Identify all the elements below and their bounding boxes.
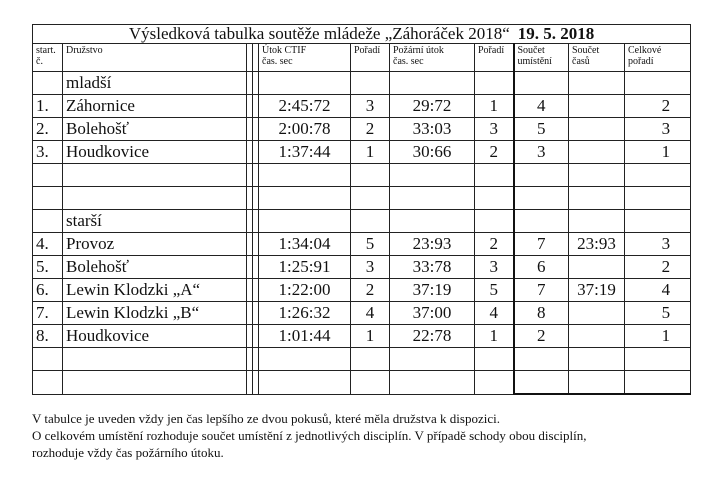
table-cell: 3 [475, 118, 514, 141]
table-cell: 4 [514, 95, 569, 118]
table-cell: 6 [514, 256, 569, 279]
table-row [33, 302, 691, 325]
header-ctif [259, 44, 351, 72]
table-cell: 37:19 [390, 279, 475, 302]
footnotes [32, 410, 702, 461]
table-cell: 2. [33, 118, 63, 141]
header-times [569, 44, 625, 72]
table-cell: 8. [33, 325, 63, 348]
table-cell: 2 [475, 233, 514, 256]
table-cell: 3 [351, 256, 390, 279]
table-cell: 1 [351, 325, 390, 348]
empty-cell [514, 210, 569, 233]
empty-cell [259, 210, 351, 233]
table-cell: 3 [475, 256, 514, 279]
table-cell: Houdkovice [63, 325, 247, 348]
table-cell: 2 [625, 256, 691, 279]
empty-cell [390, 210, 475, 233]
table-cell: 37:19 [569, 279, 625, 302]
table-cell: 4. [33, 233, 63, 256]
empty-cell [514, 187, 569, 210]
header-text: pořadí [628, 56, 654, 67]
table-cell: 5 [475, 279, 514, 302]
empty-cell [259, 348, 351, 371]
table-cell [569, 325, 625, 348]
table-cell: 1 [475, 95, 514, 118]
table-cell: 30:66 [390, 141, 475, 164]
table-cell [569, 141, 625, 164]
empty-cell [33, 164, 63, 187]
empty-cell [625, 371, 691, 395]
table-cell: Bolehošť [63, 118, 247, 141]
footnote-line: V tabulce je uveden vždy jen čas lepšího ze dvou pokusů, které měla družstva k dispozici. [32, 411, 500, 426]
table-row [33, 256, 691, 279]
table-cell: 22:78 [390, 325, 475, 348]
header-text: č. [36, 56, 43, 67]
table-cell: 2 [351, 118, 390, 141]
header-text: čas. sec [393, 56, 424, 67]
table-cell: 23:93 [569, 233, 625, 256]
empty-cell [259, 187, 351, 210]
header-text: Požární útok [393, 45, 444, 56]
group-row [33, 72, 691, 95]
table-title [33, 25, 691, 44]
empty-cell [33, 371, 63, 395]
table-cell: 33:03 [390, 118, 475, 141]
header-overall [625, 44, 691, 72]
header-text: Součet [572, 45, 600, 56]
header-fire [390, 44, 475, 72]
table-cell: Lewin Klodzki „B“ [63, 302, 247, 325]
group-label: mladší [63, 72, 247, 95]
empty-cell [569, 210, 625, 233]
header-text: čas. sec [262, 56, 293, 67]
header-text: start. [36, 45, 56, 56]
group-row [33, 210, 691, 233]
table-cell: 1:37:44 [259, 141, 351, 164]
empty-cell [259, 371, 351, 395]
empty-cell [569, 164, 625, 187]
results-table [32, 24, 691, 395]
empty-row [33, 371, 691, 395]
table-cell [569, 256, 625, 279]
empty-row [33, 187, 691, 210]
table-cell [569, 118, 625, 141]
table-cell [569, 302, 625, 325]
header-text: Pořadí [478, 45, 505, 56]
table-cell: 8 [514, 302, 569, 325]
table-cell: 1:34:04 [259, 233, 351, 256]
table-cell: 4 [351, 302, 390, 325]
table-cell: 29:72 [390, 95, 475, 118]
table-cell: Lewin Klodzki „A“ [63, 279, 247, 302]
header-ctif-rank [351, 44, 390, 72]
table-cell: 1:22:00 [259, 279, 351, 302]
table-cell: 4 [625, 279, 691, 302]
empty-cell [625, 164, 691, 187]
table-cell [569, 95, 625, 118]
results-sheet [32, 24, 690, 395]
table-row [33, 233, 691, 256]
empty-cell [351, 72, 390, 95]
empty-cell [33, 187, 63, 210]
empty-cell [475, 72, 514, 95]
footnote-line: O celkovém umístění rozhoduje součet umístění z jednotlivých disciplín. V případě schody obou disciplín, [32, 428, 587, 443]
table-cell: 5. [33, 256, 63, 279]
title-date: 19. 5. 2018 [517, 24, 595, 43]
table-cell: 2 [351, 279, 390, 302]
empty-row [33, 348, 691, 371]
table-cell: 4 [475, 302, 514, 325]
empty-cell [351, 187, 390, 210]
header-team [63, 44, 247, 72]
table-cell: Provoz [63, 233, 247, 256]
table-cell: 2 [514, 325, 569, 348]
table-cell: 1 [351, 141, 390, 164]
empty-cell [625, 210, 691, 233]
table-row [33, 325, 691, 348]
empty-cell [625, 72, 691, 95]
empty-cell [475, 164, 514, 187]
empty-cell [514, 72, 569, 95]
footnote-line: rozhoduje vždy čas požárního útoku. [32, 445, 224, 460]
table-cell: 23:93 [390, 233, 475, 256]
header-text: umístění [517, 56, 552, 67]
empty-cell [63, 348, 247, 371]
table-cell: 33:78 [390, 256, 475, 279]
empty-cell [514, 371, 569, 395]
empty-cell [351, 210, 390, 233]
table-cell: 5 [514, 118, 569, 141]
table-cell: 2 [475, 141, 514, 164]
table-cell: Bolehošť [63, 256, 247, 279]
empty-cell [63, 187, 247, 210]
header-sum [514, 44, 569, 72]
table-cell: 2:45:72 [259, 95, 351, 118]
header-text: Družstvo [66, 45, 103, 56]
table-cell: 3 [625, 233, 691, 256]
header-row [33, 44, 691, 72]
empty-cell [351, 348, 390, 371]
empty-cell [33, 210, 63, 233]
empty-cell [475, 210, 514, 233]
table-cell: 1. [33, 95, 63, 118]
empty-cell [475, 187, 514, 210]
empty-cell [259, 72, 351, 95]
empty-cell [33, 72, 63, 95]
table-row [33, 118, 691, 141]
header-text: Pořadí [354, 45, 381, 56]
table-cell: 3 [514, 141, 569, 164]
empty-cell [475, 348, 514, 371]
group-label: starší [63, 210, 247, 233]
table-cell: 2 [625, 95, 691, 118]
table-row [33, 279, 691, 302]
empty-cell [390, 72, 475, 95]
table-cell: Záhornice [63, 95, 247, 118]
empty-cell [259, 164, 351, 187]
empty-cell [475, 371, 514, 395]
table-cell: 3 [625, 118, 691, 141]
table-cell: 7 [514, 233, 569, 256]
empty-cell [351, 164, 390, 187]
empty-cell [390, 348, 475, 371]
empty-cell [569, 72, 625, 95]
empty-cell [625, 348, 691, 371]
empty-cell [390, 187, 475, 210]
header-text: časů [572, 56, 590, 67]
table-cell: 2:00:78 [259, 118, 351, 141]
empty-cell [390, 164, 475, 187]
table-cell: 1:01:44 [259, 325, 351, 348]
header-start [33, 44, 63, 72]
empty-cell [514, 348, 569, 371]
title-text: Výsledková tabulka soutěže mládeže „Záhoráček 2018“ [128, 24, 510, 43]
table-cell: Houdkovice [63, 141, 247, 164]
empty-row [33, 164, 691, 187]
table-cell: 1 [475, 325, 514, 348]
table-cell: 1 [625, 325, 691, 348]
table-cell: 1:26:32 [259, 302, 351, 325]
table-cell: 7. [33, 302, 63, 325]
table-cell: 3. [33, 141, 63, 164]
empty-cell [63, 371, 247, 395]
header-text: Celkové [628, 45, 662, 56]
header-fire-rank [475, 44, 514, 72]
empty-cell [63, 164, 247, 187]
title-row [33, 25, 691, 44]
table-cell: 7 [514, 279, 569, 302]
header-text: Součet [517, 45, 545, 56]
table-cell: 5 [351, 233, 390, 256]
table-cell: 37:00 [390, 302, 475, 325]
header-text: Útok CTIF [262, 45, 307, 56]
empty-cell [625, 187, 691, 210]
table-row [33, 95, 691, 118]
empty-cell [351, 371, 390, 395]
empty-cell [569, 187, 625, 210]
table-cell: 5 [625, 302, 691, 325]
table-row [33, 141, 691, 164]
empty-cell [390, 371, 475, 395]
table-cell: 6. [33, 279, 63, 302]
empty-cell [514, 164, 569, 187]
empty-cell [33, 348, 63, 371]
table-cell: 1:25:91 [259, 256, 351, 279]
table-cell: 1 [625, 141, 691, 164]
empty-cell [569, 371, 625, 395]
empty-cell [569, 348, 625, 371]
table-cell: 3 [351, 95, 390, 118]
